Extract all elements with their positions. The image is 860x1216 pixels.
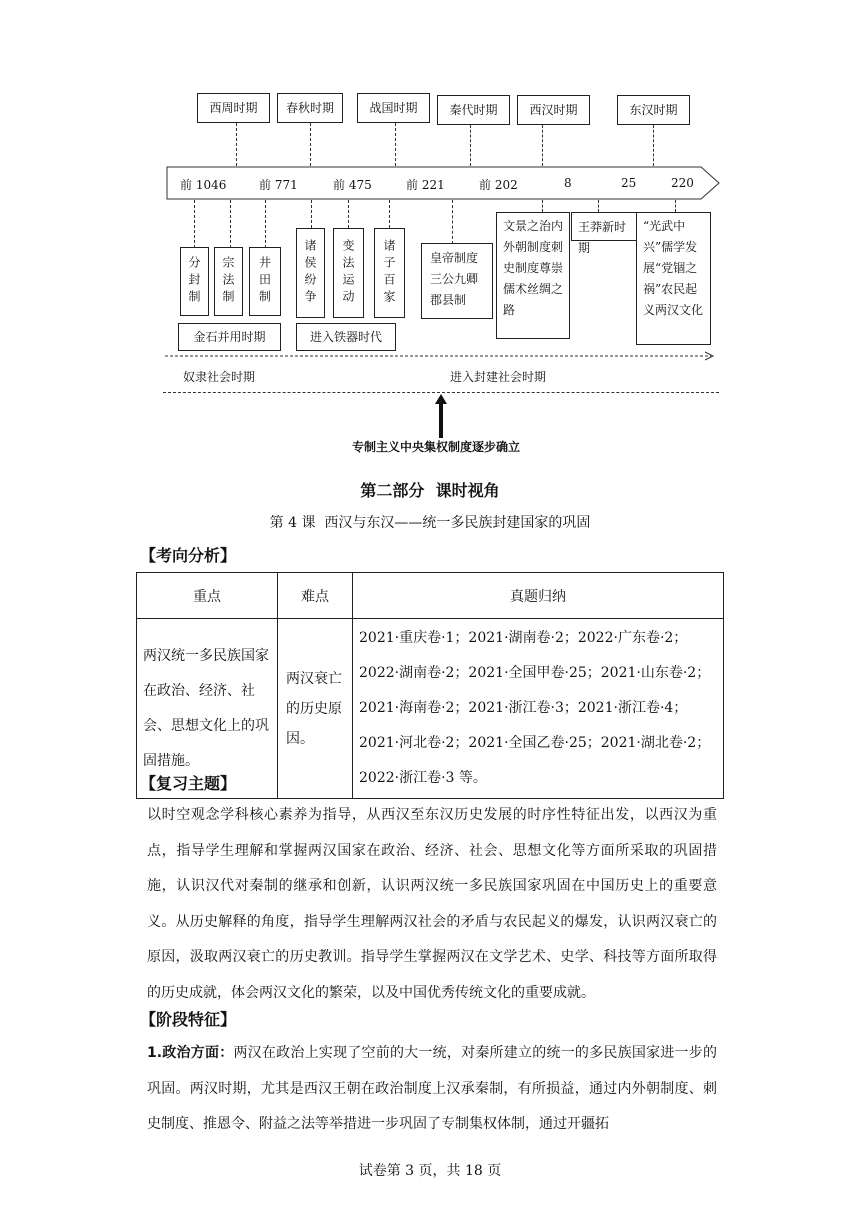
event-qin: 皇帝制度三公九卿郡县制 [421,243,493,319]
period-box-zhanguo: 战国时期 [357,93,430,123]
connector [653,125,654,166]
connector [389,200,390,228]
connector [236,123,237,166]
age-box-bronze-iron: 金石并用时期 [178,323,281,351]
connector [311,200,312,228]
table-header: 重点 [137,573,278,619]
period-box-qin: 秦代时期 [437,95,510,125]
event-jingtian: 井田制 [249,247,281,316]
connector [348,200,349,228]
event-zhuzi: 诸子百家 [374,228,405,318]
event-zhuhou: 诸侯纷争 [296,228,325,318]
event-fenfeng: 分封制 [180,247,209,316]
year-label: 前 1046 [180,178,227,192]
event-wangmang: 王莽新时期 [571,212,637,241]
politics-text: 两汉在政治上实现了空前的大一统，对秦所建立的统一的多民族国家进一步的巩固。两汉时期，尤其是西汉王朝在政治制度上汉承秦制，有所损益，通过内外朝制度、刺史制度、推恩令、附益之法等举措进一步巩固了专制集权体制，通过开疆拓 [147,1045,717,1132]
connector [470,125,471,166]
connector [265,200,266,248]
politics-paragraph [147,1036,717,1143]
period-box-donghan: 东汉时期 [617,95,690,125]
connector [230,200,231,248]
society-label-slave: 奴隶社会时期 [183,370,256,384]
society-arrow [163,350,723,362]
year-label: 8 [564,176,572,190]
part-title: 第二部分 课时视角 [360,481,500,500]
section-analysis-heading: 【考向分析】 [140,546,237,565]
connector [194,200,195,248]
timeline-caption: 专制主义中央集权制度逐步确立 [352,440,521,454]
connector [542,125,543,166]
table-cell: 两汉统一多民族国家在政治、经济、社会、思想文化上的巩固措施。 [137,619,278,799]
table-header: 难点 [278,573,353,619]
table-cell: 2021·重庆卷·1；2021·湖南卷·2；2022·广东卷·2；2022·湖南卷·2；2021·全国甲卷·25；2021·山东卷·2；2021·海南卷·2；2021·浙江卷·3；2021·浙江卷·4；2021·河北卷·2；2021·全国乙卷·25；2021·湖北卷·2；2022·浙江卷·3 等。 [353,619,724,799]
period-box-xihan: 西汉时期 [517,95,590,125]
exam-table [136,572,724,799]
year-label: 前 221 [406,178,445,192]
connector [598,200,599,212]
connector [395,123,396,166]
connector [542,200,543,212]
year-label: 前 771 [259,178,298,192]
period-box-chunqiu: 春秋时期 [277,93,343,123]
section-theme-heading: 【复习主题】 [140,774,237,793]
year-label: 220 [671,176,694,190]
society-label-feudal: 进入封建社会时期 [450,370,547,384]
event-zongfa: 宗法制 [214,247,243,316]
lesson-title: 第 4 课 西汉与东汉——统一多民族封建国家的巩固 [269,515,591,531]
divider-line [163,392,719,393]
period-box-xizhou: 西周时期 [197,93,270,123]
year-label: 前 475 [333,178,372,192]
connector [675,200,676,212]
year-label: 前 202 [479,178,518,192]
event-xihan: 文景之治内外朝制度刺史制度尊崇儒术丝绸之路 [496,212,570,339]
connector [452,200,453,244]
page-footer: 试卷第 3 页，共 18 页 [358,1163,502,1179]
politics-label: 1.政治方面： [147,1045,234,1061]
year-label: 25 [621,176,637,190]
event-donghan: “光武中兴”儒学发展“党锢之祸”农民起义两汉文化 [636,212,711,345]
up-arrow-icon [434,394,448,438]
table-header: 真题归纳 [353,573,724,619]
section-features-heading: 【阶段特征】 [140,1010,237,1029]
theme-paragraph: 以时空观念学科核心素养为指导，从西汉至东汉历史发展的时序性特征出发，以西汉为重点，指导学生理解和掌握两汉国家在政治、经济、社会、思想文化等方面所采取的巩固措施，认识汉代对秦制的继承和创新，认识两汉统一多民族国家巩固在中国历史上的重要意义。从历史解释的角度，指导学生理解两汉社会的矛盾与农民起义的爆发，认识两汉衰亡的原因，汲取两汉衰亡的历史教训。指导学生掌握两汉在文学艺术、史学、科技等方面所取得的历史成就，体会两汉文化的繁荣，以及中国优秀传统文化的重要成就。 [147,807,717,1001]
table-cell: 两汉衰亡的历史原因。 [278,619,353,799]
age-box-iron: 进入铁器时代 [296,323,396,351]
event-bianfa: 变法运动 [333,228,364,318]
connector [310,123,311,166]
